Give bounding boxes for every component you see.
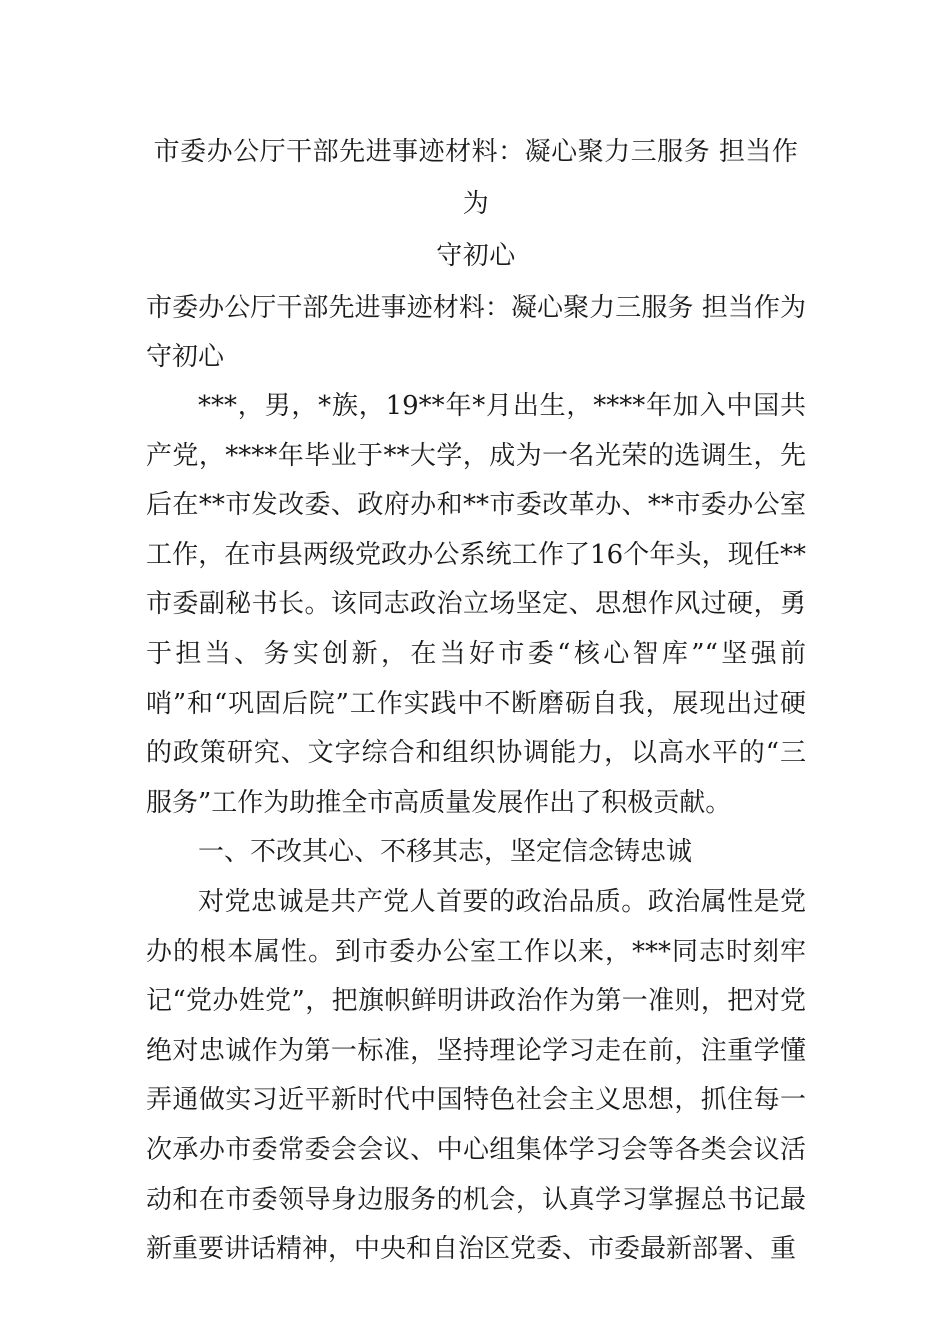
section-1-paragraph: 对党忠诚是共产党人首要的政治品质。政治属性是党办的根本属性。到市委办公室工作以来，***同志时刻牢记“党办姓党”，把旗帜鲜明讲政治作为第一准则，把对党绝对忠诚作为第一标准，坚持理论学习走在前，注重学懂弄通做实习近平新时代中国特色社会主义思想，抓住每一次承办市委常委会会议、中心组集体学习会等各类会议活动和在市委领导身边服务的机会，认真学习掌握总书记最新重要讲话精神，中央和自治区党委、市委最新部署、重 [146,886,806,1265]
title-line-2: 守初心 [436,241,516,271]
document-title [146,126,806,282]
intro-paragraph: ***，男，*族，19**年*月出生，****年加入中国共产党，****年毕业于**大学，成为一名光荣的选调生，先后在**市发改委、政府办和**市委改革办、**市委办公室工作，在市县两级党政办公系统工作了16个年头，现任**市委副秘书长。该同志政治立场坚定、思想作风过硬，勇于担当、务实创新，在当好市委“核心智库”“坚强前哨”和“巩固后院”工作实践中不断磨砺自我，展现出过硬的政策研究、文字综合和组织协调能力，以高水平的“三服务”工作为助推全市高质量发展作出了积极贡献。 [146,391,806,818]
document-subtitle: 市委办公厅干部先进事迹材料：凝心聚力三服务 担当作为守初心 [146,293,806,372]
section-1-heading: 一、不改其心、不移其志，坚定信念铸忠诚 [198,837,693,868]
title-line-1: 市委办公厅干部先进事迹材料：凝心聚力三服务 担当作为 [153,137,799,219]
document-body [146,126,806,1275]
